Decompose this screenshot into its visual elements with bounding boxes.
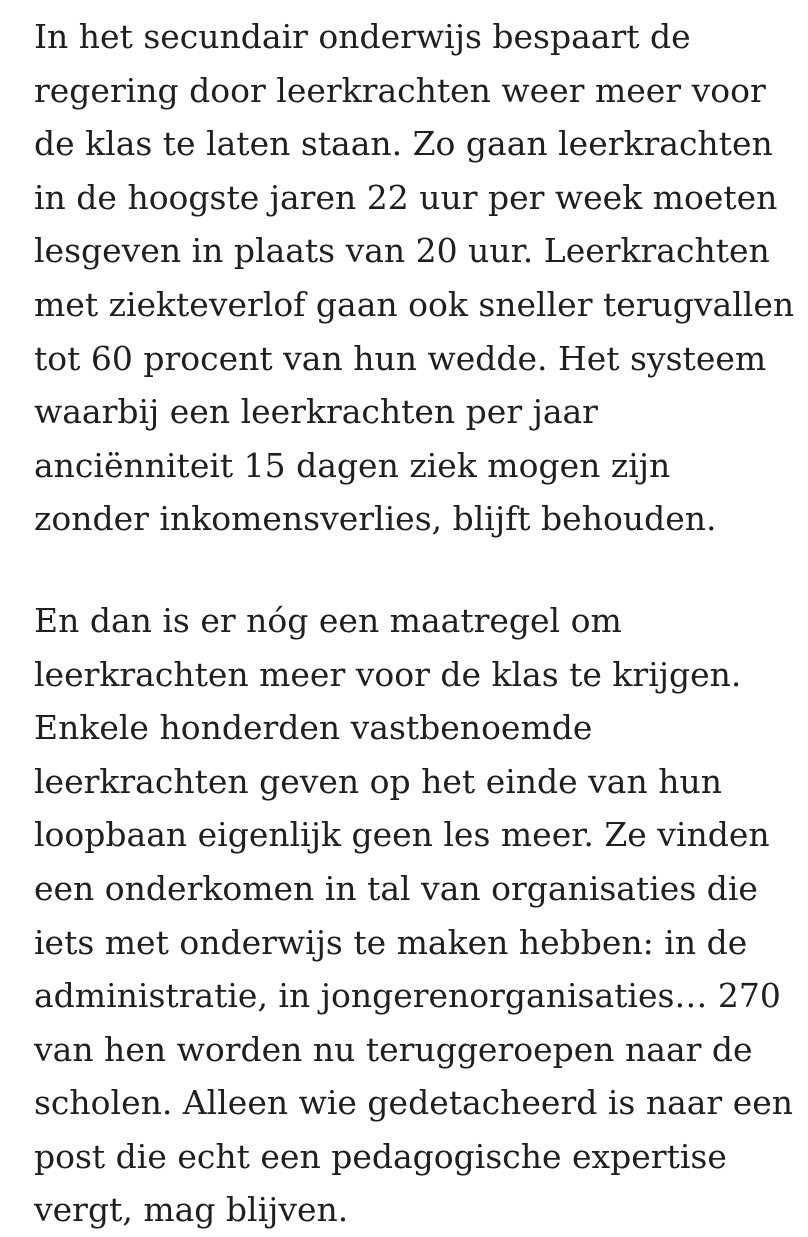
text-line: regering door leerkrachten weer meer voor: [34, 70, 766, 110]
text-line: waarbij een leerkrachten per jaar: [34, 392, 598, 432]
text-line: leerkrachten geven op het einde van hun: [34, 761, 722, 801]
text-line: administratie, in jongerenorganisaties… 270: [34, 976, 781, 1016]
text-line: post die echt een pedagogische expertise: [34, 1136, 727, 1176]
text-line: zonder inkomensverlies, blijft behouden.: [34, 499, 717, 539]
text-line: een onderkomen in tal van organisaties die: [34, 868, 758, 908]
text-line: In het secundair onderwijs bespaart de: [34, 17, 691, 56]
text-line: Enkele honderden vastbenoemde: [34, 708, 593, 748]
text-line: leerkrachten meer voor de klas te krijgen.: [34, 654, 742, 694]
text-line: in de hoogste jaren 22 uur per week moeten: [34, 177, 778, 217]
text-line: tot 60 procent van hun wedde. Het systeem: [34, 338, 767, 378]
paragraph-1: [34, 10, 804, 546]
text-line: lesgeven in plaats van 20 uur. Leerkrachten: [34, 231, 770, 271]
article-body: [34, 10, 804, 1237]
text-line: anciënniteit 15 dagen ziek mogen zijn: [34, 445, 671, 485]
text-line: En dan is er nóg een maatregel om: [34, 600, 622, 640]
text-line: vergt, mag blijven.: [34, 1190, 349, 1230]
text-line: met ziekteverlof gaan ook sneller terugvallen: [34, 284, 795, 324]
text-line: de klas te laten staan. Zo gaan leerkrachten: [34, 124, 773, 164]
text-line: scholen. Alleen wie gedetacheerd is naar een: [34, 1083, 793, 1123]
text-line: van hen worden nu teruggeroepen naar de: [34, 1029, 753, 1069]
text-line: loopbaan eigenlijk geen les meer. Ze vinden: [34, 815, 770, 855]
text-line: iets met onderwijs te maken hebben: in de: [34, 922, 748, 962]
paragraph-2: [34, 594, 804, 1237]
